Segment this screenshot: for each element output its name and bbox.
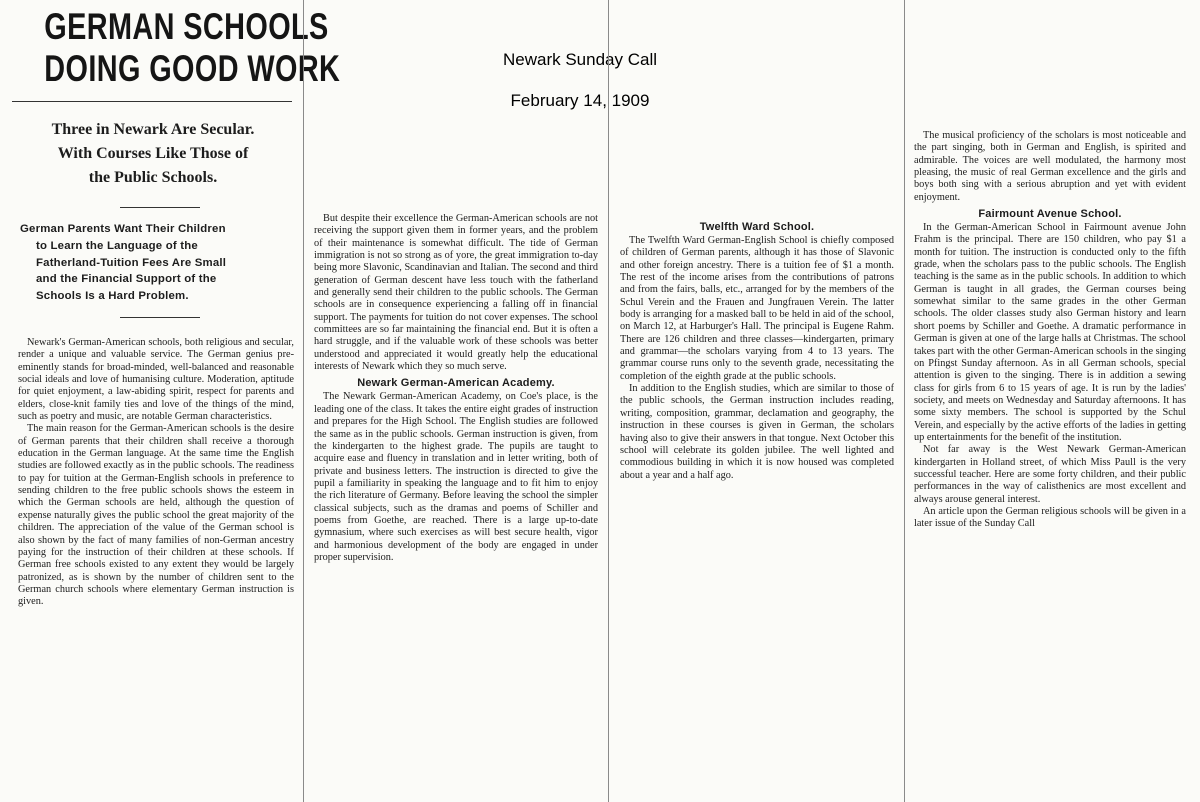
- deck-primary-line-3: the Public Schools.: [88, 169, 218, 186]
- deck-secondary-line-3: Fatherland-Tuition Fees Are Small: [36, 256, 227, 269]
- column-4-paragraph-1: The musical proficiency of the scholars is most noticeable and the part singing, both in German and English, is spirited and admirable. The voices are well modulated, the harmony most pleasing, the music of real German excellence and the girls and boys both sing with a serious abruption and yet with evident enjoyment.: [914, 130, 1186, 203]
- column-2-paragraph-2: The Newark German-American Academy, on Coe's place, is the leading one of the class. It takes the entire eight grades of instruction and prepares for the High School. The English studies are followed the same as in the public schools. German instruction is given, from the kindergarten to the highest grade. The pupils are taught to acquire ease and fluency in translation and in letter writing, both of private and business letters. The instruction is directed to give the pupil a familiarity in speaking the language and to fit him to enjoy the rich literature of Germany. Before leaving the school the simpler classical subjects, such as the dramas and poems of Schiller and poems from Goethe, are reached. There is a large up-to-date gymnasium, where such exercises as will best secure health, vigor and harmonious development of the body are engaged in under proper supervision.: [314, 391, 598, 563]
- deck-rule: [120, 207, 200, 208]
- column-2-paragraph-1: But despite their excellence the German-American schools are not receiving the support given them in former years, and the problem of their maintenance is somewhat difficult. The tide of German immigration is not so strong as of yore, the great immigration to-day being more Slavonic, Scandinavian and Italian. The second and third generation of German descent have less touch with the fatherland and generally send their children to the public schools. The German schools are in consequence experiencing a falling off in financial support. The payments for tuition do not cover expenses. The school committees are so far maintaining the financial end. But it is often a hard struggle, and if the valuable work of these schools was better understood and appreciated it would greatly help the educational interests of Newark which they so much serve.: [314, 213, 598, 373]
- deck-primary-line-1: Three in Newark Are Secular.: [51, 121, 255, 138]
- headline-line-2: DOING GOOD WORK: [44, 48, 341, 89]
- column-4-paragraph-2: In the German-American School in Fairmount avenue John Frahm is the principal. There are 150 children, who pay $1 a month for tuition. The instruction is conducted only to the fifth grade, when the scholars pass to the public schools. The English teaching is the same as in the public schools. In addition to which German is taught in all grades, the German courses being somewhat similar to the same grades in the other German schools. The older classes study also German history and learn short poems by Schiller and Goethe. A dramatic performance in German is given at one of the large halls at Christmas. The school takes part with the other German-American schools in the singing on Pfingst Sunday afternoon. As in all German schools, special attention is given to the singing. There is in addition a sewing class for girls from 6 to 15 years of age. It is run by the ladies' society, and meets on Wednesday and Saturday afternoons. It has some sixty members. The school is supported by the Schul Verein, and especially by the active efforts of the ladies in getting up entertainments for the benefit of the institution.: [914, 222, 1186, 443]
- headline-line-1: GERMAN SCHOOLS: [44, 6, 329, 47]
- column-4-paragraph-3: Not far away is the West Newark German-American kindergarten in Holland street, of which Miss Paull is the very successful teacher. Here are some forty children, and their public performances in the way of calisthenics are most excellent and always arouse general interest.: [914, 444, 1186, 505]
- publication-date: February 14, 1909: [510, 91, 650, 110]
- deck-secondary-line-1: German Parents Want Their Children: [20, 223, 226, 235]
- headline: [14, 6, 341, 90]
- deck-secondary-line-2: to Learn the Language of the: [36, 239, 198, 252]
- deck-primary-line-2: With Courses Like Those of: [57, 145, 249, 162]
- column-1-paragraph-1: Newark's German-American schools, both religious and secular, render a unique and valuable service. The German genius pre-eminently stands for broad-minded, well-balanced and reasonable social ideals and love of humanising culture. Moderation, aptitude for quiet enjoyment, a law-abiding spirit, respect for parents and elders, close-knit family ties and love of the things of the mind, such as poetry and music, are notable German characteristics.: [18, 337, 294, 423]
- column-1-paragraph-2: The main reason for the German-American schools is the desire of German parents that their children shall receive a thorough education in the German language. At the same time the English studies are followed exactly as in the public schools. The readiness to pay for tuition at the German-English schools in preference to sending children to the free public schools shows the esteem in which the German schools are held, although the question of expense naturally gives the public school the great majority of the children. The appreciation of the value of the German school is also shown by the fact of many families of non-German ancestry paying for the instruction of their children at these schools. If German free schools existed to any extent they would be largely patronized, as is shown by the number of children sent to the German church schools where elementary German instruction is given.: [18, 423, 294, 608]
- column-3: [620, 217, 894, 647]
- column-divider-2: [608, 0, 609, 802]
- column-3-paragraph-2: In addition to the English studies, which are similar to those of the public schools, the German instruction includes reading, writing, composition, grammar, declamation and geography, the instruction in these courses is given in German, the scholars having also to give their answers in that tongue. Next October this school will celebrate its golden jubilee. The well lighted and commodious building in which it is now housed was completed about a year and a half ago.: [620, 383, 894, 481]
- column-4: [914, 130, 1186, 799]
- column-2: [314, 213, 598, 799]
- deck-secondary-line-5: Schools Is a Hard Problem.: [36, 290, 189, 303]
- column-3-paragraph-1: The Twelfth Ward German-English School is chiefly composed of children of German parents, although it has those of Slavonic and other foreign ancestry. There is a tuition fee of $1 a month. The rest of the income arises from the contributions of patrons and from the fairs, balls, etc., arranged for by the members of the Schul Verein and the Frauen and Jungfrauen Verein. The latter body is arranging for a masked ball to be held in aid of the school, on March 12, at Harburger's Hall. The principal is Eugene Rahm. There are 126 children and three classes—kindergarten, primary and grammar—the scholars varying from 4 to 13 years. The grammar course runs only to the seventh grade, necessitating the completion of the eighth grade at the public schools.: [620, 235, 894, 382]
- column-2-heading: Newark German-American Academy.: [357, 377, 555, 390]
- column-3-heading: Twelfth Ward School.: [699, 221, 815, 233]
- column-divider-1: [303, 0, 304, 802]
- newspaper-name: Newark Sunday Call: [502, 50, 657, 69]
- column-4-heading: Fairmount Avenue School.: [978, 208, 1122, 221]
- deck-secondary-line-4: and the Financial Support of the: [36, 273, 217, 286]
- column-1: [18, 337, 294, 799]
- column-divider-3: [904, 0, 905, 802]
- headline-rule: [12, 101, 292, 102]
- column-4-paragraph-4: An article upon the German religious schools will be given in a later issue of the Sunday Call: [914, 505, 1186, 530]
- body-rule: [120, 317, 200, 318]
- deck-secondary: [20, 221, 290, 305]
- deck-primary: [28, 118, 278, 190]
